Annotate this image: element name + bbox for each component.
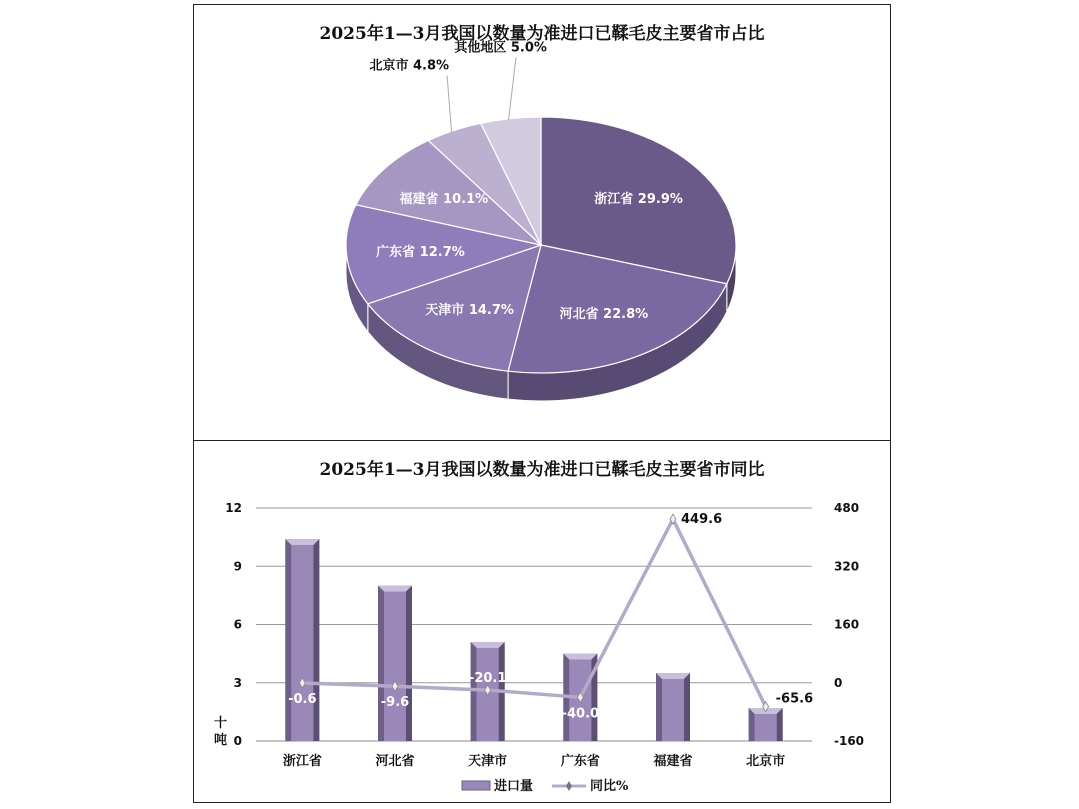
leader-line-北京市 [447,75,451,132]
yoy-data-label: 449.6 [681,512,723,528]
legend [462,778,629,794]
x-tick-label: 北京市 [746,754,786,769]
pie-chart [194,5,890,440]
bar-浙江省 [285,539,319,741]
pie-label-其他地区: 其他地区 5.0% [454,40,547,56]
x-tick-label: 河北省 [375,754,415,769]
bar-line-chart [194,441,890,802]
yoy-data-label: -0.6 [288,691,317,707]
legend-line: 同比% [590,779,629,794]
pie-chart-title: 2025年1—3月我国以数量为准进口已鞣毛皮主要省市占比 [319,24,765,44]
y2-tick-label: 320 [834,559,860,574]
yoy-line [302,519,765,707]
pie-label-广东省: 广东省 12.7% [376,245,465,261]
x-tick-label: 广东省 [560,754,600,769]
y-tick-label: 9 [233,559,242,574]
pie-chart-panel [193,4,891,441]
y-tick-label: 12 [225,501,242,515]
y-tick-label: 0 [233,734,242,748]
bar-chart-panel [193,440,891,803]
yoy-data-label: -9.6 [380,695,410,711]
leader-line-其他地区 [508,57,515,120]
y2-tick-label: 160 [834,617,860,632]
x-tick-label: 天津市 [468,754,508,769]
y-tick-label: 3 [233,675,242,690]
yoy-data-label: -20.1 [468,671,507,687]
y2-tick-label: 480 [834,501,860,515]
legend-bars: 进口量 [494,779,534,794]
yoy-data-label: -40.0 [561,706,600,722]
pie-label-河北省: 河北省 22.8% [559,306,649,322]
yoy-point-福建省 [670,512,722,527]
yoy-data-label: -65.6 [775,691,814,707]
y-axis-label: 十吨 [214,716,228,748]
pie-label-北京市: 北京市 4.8% [369,58,450,74]
bar-河北省 [378,586,412,741]
y-tick-label: 6 [233,617,242,632]
bar-福建省 [656,673,690,741]
bar-北京市 [749,708,783,741]
x-tick-label: 浙江省 [282,754,322,769]
x-tick-label: 福建省 [653,754,693,769]
pie-label-浙江省: 浙江省 29.9% [594,192,683,208]
y2-tick-label: 0 [834,675,843,690]
y2-tick-label: -160 [834,734,865,748]
pie-label-福建省: 福建省 10.1% [399,191,489,207]
bars [285,539,782,741]
bar-chart-title: 2025年1—3月我国以数量为准进口已鞣毛皮主要省市同比 [319,460,765,480]
pie-label-天津市: 天津市 14.7% [425,303,514,319]
